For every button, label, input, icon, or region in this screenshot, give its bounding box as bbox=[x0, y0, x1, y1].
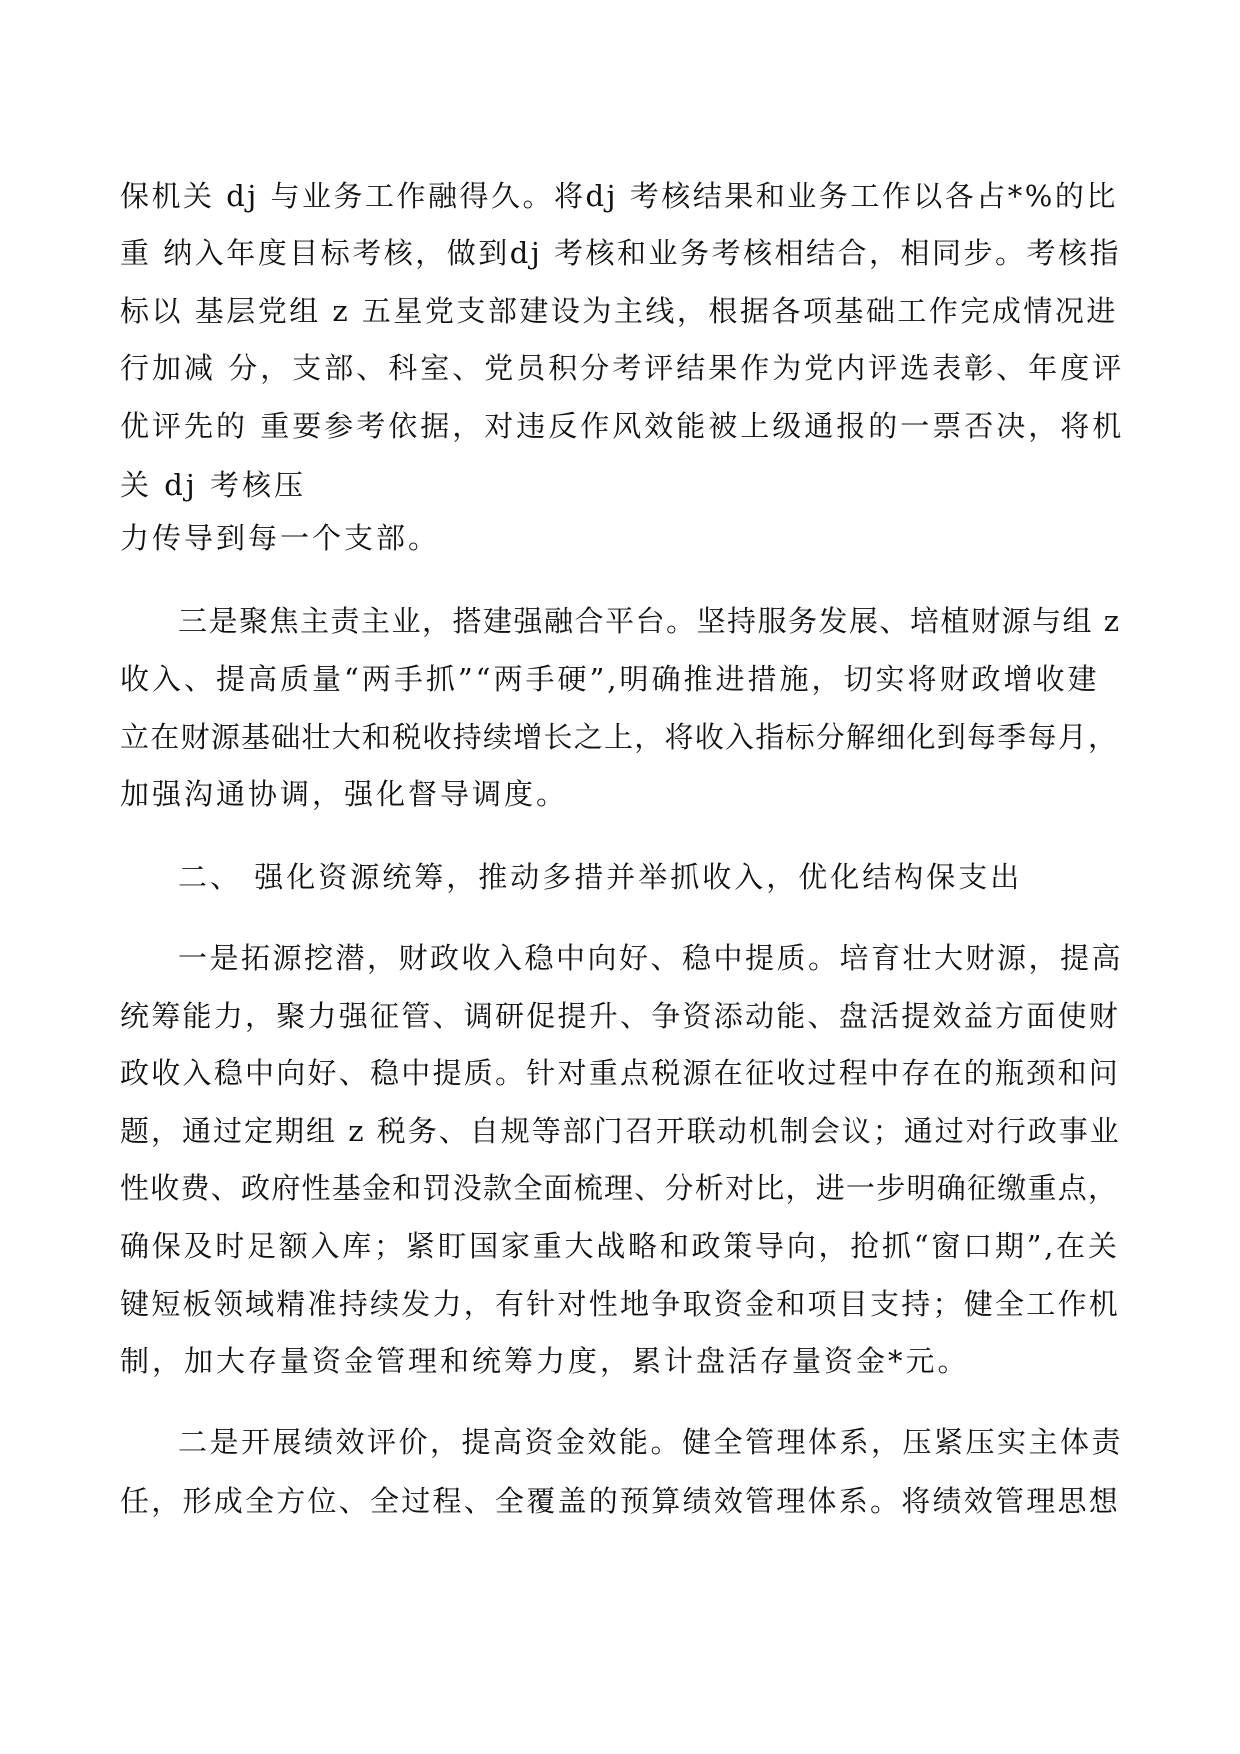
text-line: 标以 基层党组 z 五星党支部建设为主线，根据各项基础工作完成情况进 bbox=[120, 294, 1118, 328]
text-line: 力传导到每一个支部。 bbox=[120, 521, 441, 555]
text-line: 优评先的 重要参考依据，对违反作风效能被上级通报的一票否决，将机 bbox=[120, 409, 1125, 443]
text-line: 制，加大存量资金管理和统筹力度，累计盘活存量资金*元。 bbox=[120, 1344, 970, 1378]
text-line: 关 dj 考核压 bbox=[120, 468, 306, 502]
text-line: 立在财源基础壮大和税收持续增长之上，将收入指标分解细化到每季每月， bbox=[120, 720, 1119, 754]
text-line: 键短板领域精准持续发力，有针对性地争取资金和项目支持；健全工作机 bbox=[120, 1287, 1121, 1321]
text-line: 题，通过定期组 z 税务、自规等部门召开联动机制会议；通过对行政事业 bbox=[120, 1114, 1121, 1148]
text-line: 保机关 dj 与业务工作融得久。将dj 考核结果和业务工作以各占*%的比 bbox=[120, 179, 1118, 213]
text-line: 任，形成全方位、全过程、全覆盖的预算绩效管理体系。将绩效管理思想 bbox=[120, 1484, 1121, 1518]
section-heading: 二、 强化资源统筹，推动多措并举抓收入，优化结构保支出 bbox=[178, 860, 1023, 894]
text-line: 政收入稳中向好、稳中提质。针对重点税源在征收过程中存在的瓶颈和问 bbox=[120, 1056, 1121, 1090]
paragraph-first-line: 一是拓源挖潜，财政收入稳中向好、稳中提质。培育壮大财源，提高 bbox=[178, 941, 1124, 975]
text-line: 性收费、政府性基金和罚没款全面梳理、分析对比，进一步明确征缴重点， bbox=[120, 1171, 1119, 1205]
text-line: 收入、提高质量“两手抓”“两手硬”,明确推进措施，切实将财政增收建 bbox=[120, 662, 1100, 696]
paragraph-first-line: 二是开展绩效评价，提高资金效能。健全管理体系，压紧压实主体责 bbox=[178, 1425, 1124, 1459]
text-line: 行加减 分，支部、科室、党员积分考评结果作为党内评选表彰、年度评 bbox=[120, 351, 1125, 385]
text-line: 确保及时足额入库；紧盯国家重大战略和政策导向，抢抓“窗口期”,在关 bbox=[120, 1229, 1120, 1263]
paragraph-first-line: 三是聚焦主责主业，搭建强融合平台。坚持服务发展、培植财源与组 z bbox=[178, 604, 1121, 638]
text-line: 加强沟通协调，强化督导调度。 bbox=[120, 777, 569, 811]
text-line: 重 纳入年度目标考核，做到dj 考核和业务考核相结合，相同步。考核指 bbox=[120, 236, 1121, 270]
text-line: 统筹能力，聚力强征管、调研促提升、争资添动能、盘活提效益方面使财 bbox=[120, 999, 1121, 1033]
